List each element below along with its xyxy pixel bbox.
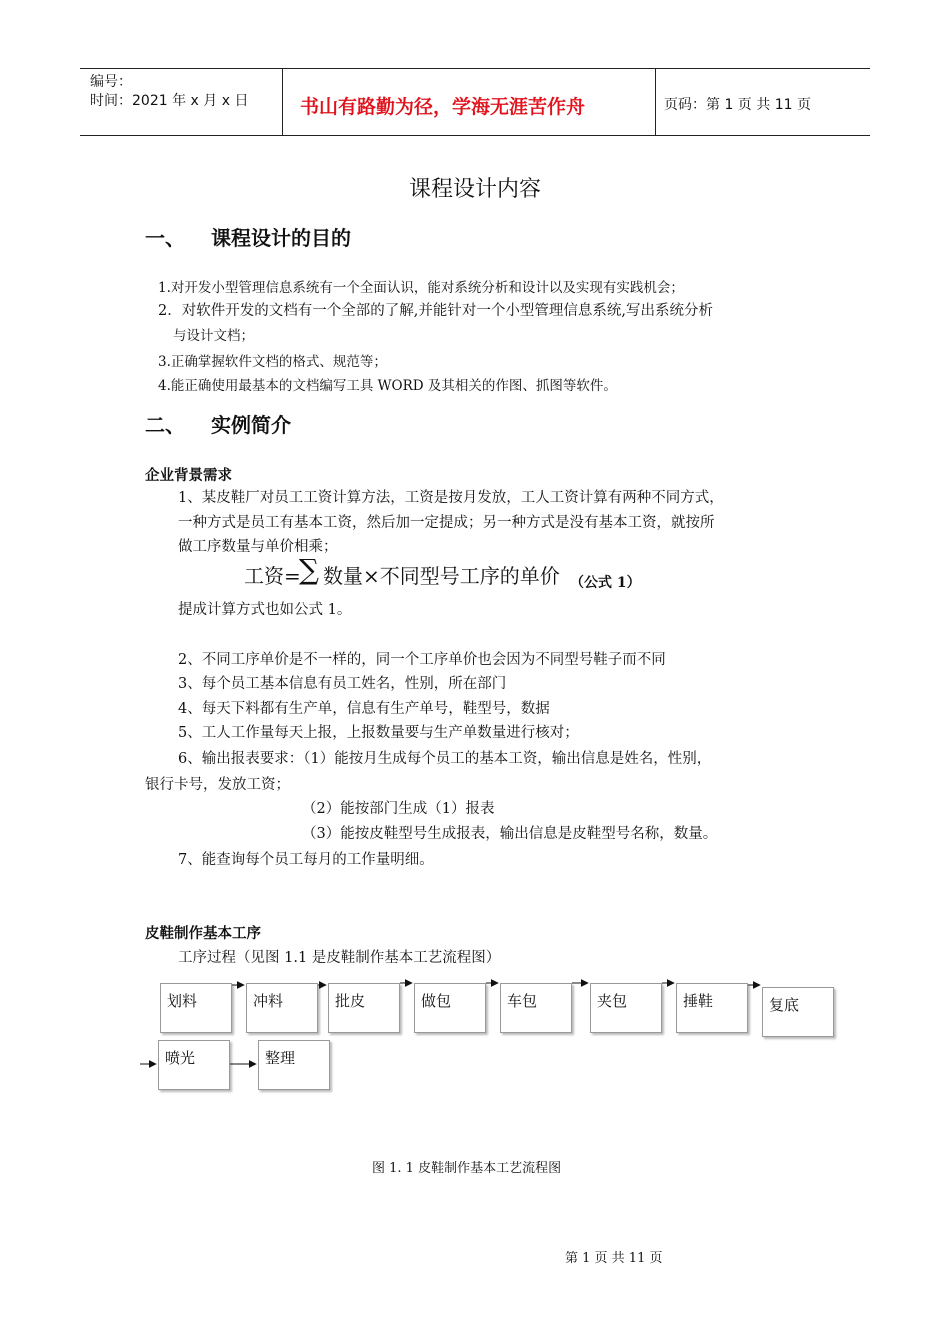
- background-heading: 企业背景需求: [145, 468, 232, 484]
- goal-item-2: 2．对软件开发的文档有一个全部的了解,并能针对一个小型管理信息系统,写出系统分析: [158, 303, 713, 319]
- goal-item-1: 1.对开发小型管理信息系统有一个全面认识，能对系统分析和设计以及实现有实践机会；: [158, 280, 684, 296]
- step-box: 做包: [414, 983, 486, 1033]
- formula-left: 工资=: [244, 564, 301, 588]
- req-1-line-3: 做工序数量与单价相乘；: [178, 539, 338, 555]
- header-motto: 书山有路勤为径，学海无涯苦作舟: [300, 96, 586, 118]
- formula-tag: （公式 1）: [570, 575, 641, 591]
- step-box: 批皮: [328, 983, 400, 1033]
- section-2-number: 二、: [145, 413, 185, 437]
- step-box: 夹包: [590, 983, 662, 1033]
- req-5: 5、工人工作量每天上报，上报数量要与生产单数量进行核对；: [178, 725, 579, 741]
- page-footer: 第 1 页 共 11 页: [565, 1251, 663, 1266]
- page-title: 课程设计内容: [408, 177, 541, 202]
- req-7: 7、能查询每个员工每月的工作量明细。: [178, 852, 434, 868]
- step-box: 冲料: [246, 983, 318, 1033]
- process-intro: 工序过程（见图 1.1 是皮鞋制作基本工艺流程图）: [178, 950, 501, 966]
- step-box: 整理: [258, 1040, 330, 1090]
- process-heading: 皮鞋制作基本工序: [145, 926, 261, 942]
- formula-sigma: ∑: [299, 553, 319, 586]
- step-box: 车包: [500, 983, 572, 1033]
- header-time-label: 时间：2021 年 x 月 x 日: [90, 93, 249, 109]
- figure-caption: 图 1. 1 皮鞋制作基本工艺流程图: [372, 1161, 562, 1176]
- req-1-line-1: 1、某皮鞋厂对员工工资计算方法，工资是按月发放，工人工资计算有两种不同方式，: [178, 490, 724, 506]
- req-3: 3、每个员工基本信息有员工姓名，性别，所在部门: [178, 676, 507, 692]
- req-6-line-2: 银行卡号，发放工资；: [145, 777, 290, 793]
- commission-note: 提成计算方式也如公式 1。: [178, 602, 352, 618]
- req-6-line-1: 6、输出报表要求：（1）能按月生成每个员工的基本工资，输出信息是姓名，性别，: [178, 751, 712, 767]
- header-page-info: 页码：第 1 页 共 11 页: [664, 97, 811, 113]
- step-box: 复底: [762, 987, 834, 1037]
- section-2-title: 实例简介: [211, 413, 291, 437]
- section-1-number: 一、: [145, 226, 185, 250]
- req-1-line-2: 一种方式是员工有基本工资，然后加一定提成；另一种方式是没有基本工资，就按所: [178, 515, 715, 531]
- goal-item-2-cont: 与设计文档；: [173, 328, 254, 344]
- formula-right: 数量×不同型号工序的单价: [323, 564, 560, 588]
- req-6-sub-2: （2）能按部门生成（1）报表: [302, 801, 495, 817]
- step-box: 捶鞋: [676, 983, 748, 1033]
- step-box: 喷光: [158, 1040, 230, 1090]
- header-number-label: 编号：: [90, 74, 132, 90]
- step-box: 划料: [160, 983, 232, 1033]
- goal-item-4: 4.能正确使用最基本的文档编写工具 WORD 及其相关的作图、抓图等软件。: [158, 378, 617, 394]
- goal-item-3: 3.正确掌握软件文档的格式、规范等；: [158, 354, 387, 370]
- req-2: 2、不同工序单价是不一样的，同一个工序单价也会因为不同型号鞋子而不同: [178, 652, 666, 668]
- section-1-title: 课程设计的目的: [211, 226, 351, 250]
- req-4: 4、每天下料都有生产单，信息有生产单号，鞋型号，数据: [178, 701, 550, 717]
- req-6-sub-3: （3）能按皮鞋型号生成报表，输出信息是皮鞋型号名称，数量。: [302, 826, 718, 842]
